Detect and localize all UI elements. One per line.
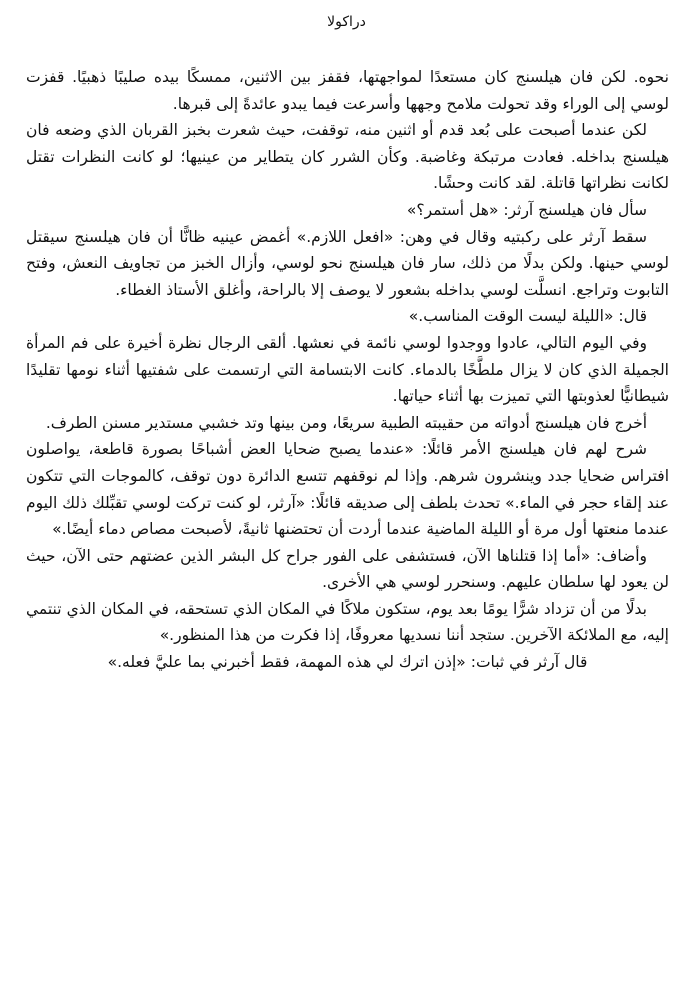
paragraph: قال آرثر في ثبات: «إذن اترك لي هذه المهمة، فقط أخبرني بما عليَّ فعله.» [107, 653, 588, 672]
paragraph: وأضاف: «أما إذا قتلناها الآن، فستشفى على الفور جراح كل البشر الذين عضتهم حتى الآن، حيث لن يعود لها سلطان عليهم. وسنحرر لوسي هي الأخرى. [26, 546, 669, 592]
paragraph: وفي اليوم التالي، عادوا ووجدوا لوسي نائمة في نعشها. ألقى الرجال نظرة أخيرة على فم المرأة الجميلة الذي كان لا يزال ملطَّخًا بالدماء. كانت الابتسامة التي ارتسمت على شفتيها أثناء نومها تقليدًا شيطانيًّا لعذوبتها التي تميزت بها أثناء حياتها. [26, 333, 669, 406]
paragraph: شرح لهم فان هيلسنج الأمر قائلًا: «عندما يصبح ضحايا العض أشباحًا بصورة قاطعة، يواصلون افتراس ضحايا جدد وينشرون شرهم. وإذا لم نوقفهم تتسع الدائرة دون توقف، كالموجات التي تتكون عند إلقاء حجر في الماء.» تحدث بلطف إلى صديقه قائلًا: «آرثر، لو كنت تركت لوسي تقبِّلك ذلك اليوم عندما منعتها أول مرة أو الليلة الماضية عندما أردت أن تحتضنها ثانيةً، لأصبحت مصاص دماء أيضًا.» [26, 440, 669, 539]
paragraph: لكن عندما أصبحت على بُعد قدم أو اثنين منه، توقفت، حيث شعرت بخبز القربان الذي وضعه فان هيلسنج بداخله. فعادت مرتبكة وغاضبة. وكأن الشرر كان يتطاير من عينيها؛ لو كانت النظرات تقتل لكانت نظراتها قاتلة. لقد كانت وحشًا. [26, 121, 669, 193]
paragraph: سقط آرثر على ركبتيه وقال في وهن: «افعل اللازم.» أغمض عينيه ظانًّا أن فان هيلسنج سيقتل لوسي حينها. ولكن بدلًا من ذلك، سار فان هيلسنج نحو لوسي، وأزال الخبز من تجاويف النعش، وفتح التابوت وتراجع. انسلَّت لوسي بداخله بشعور لا يوصف إلا بالراحة، وأغلق الأستاذ الغطاء. [26, 227, 669, 299]
paragraph: قال: «الليلة ليست الوقت المناسب.» [408, 307, 647, 326]
paragraph: سأل فان هيلسنج آرثر: «هل أستمر؟» [406, 200, 647, 219]
paragraph: أخرج فان هيلسنج أدواته من حقيبته الطبية سريعًا، ومن بينها وتد خشبي مستدير مسنن الطرف. [45, 413, 647, 432]
paragraph: نحوه. لكن فان هيلسنج كان مستعدًا لمواجهتها، فقفز بين الاثنين، ممسكًا بيده صليبًا ذهبيًا. قفزت لوسي إلى الوراء وقد تحولت ملامح وجهها وأسرعت فيما يبدو عائدةً إلى قبرها. [26, 68, 669, 113]
page-body-text [26, 64, 669, 676]
paragraph: بدلًا من أن تزداد شرًّا يومًا بعد يوم، ستكون ملاكًا في المكان الذي تستحقه، في المكان الذي تنتمي إليه، مع الملائكة الآخرين. ستجد أننا نسديها معروفًا، إذا فكرت من هذا المنظور.» [26, 599, 669, 645]
running-header: دراكولا [327, 14, 366, 30]
